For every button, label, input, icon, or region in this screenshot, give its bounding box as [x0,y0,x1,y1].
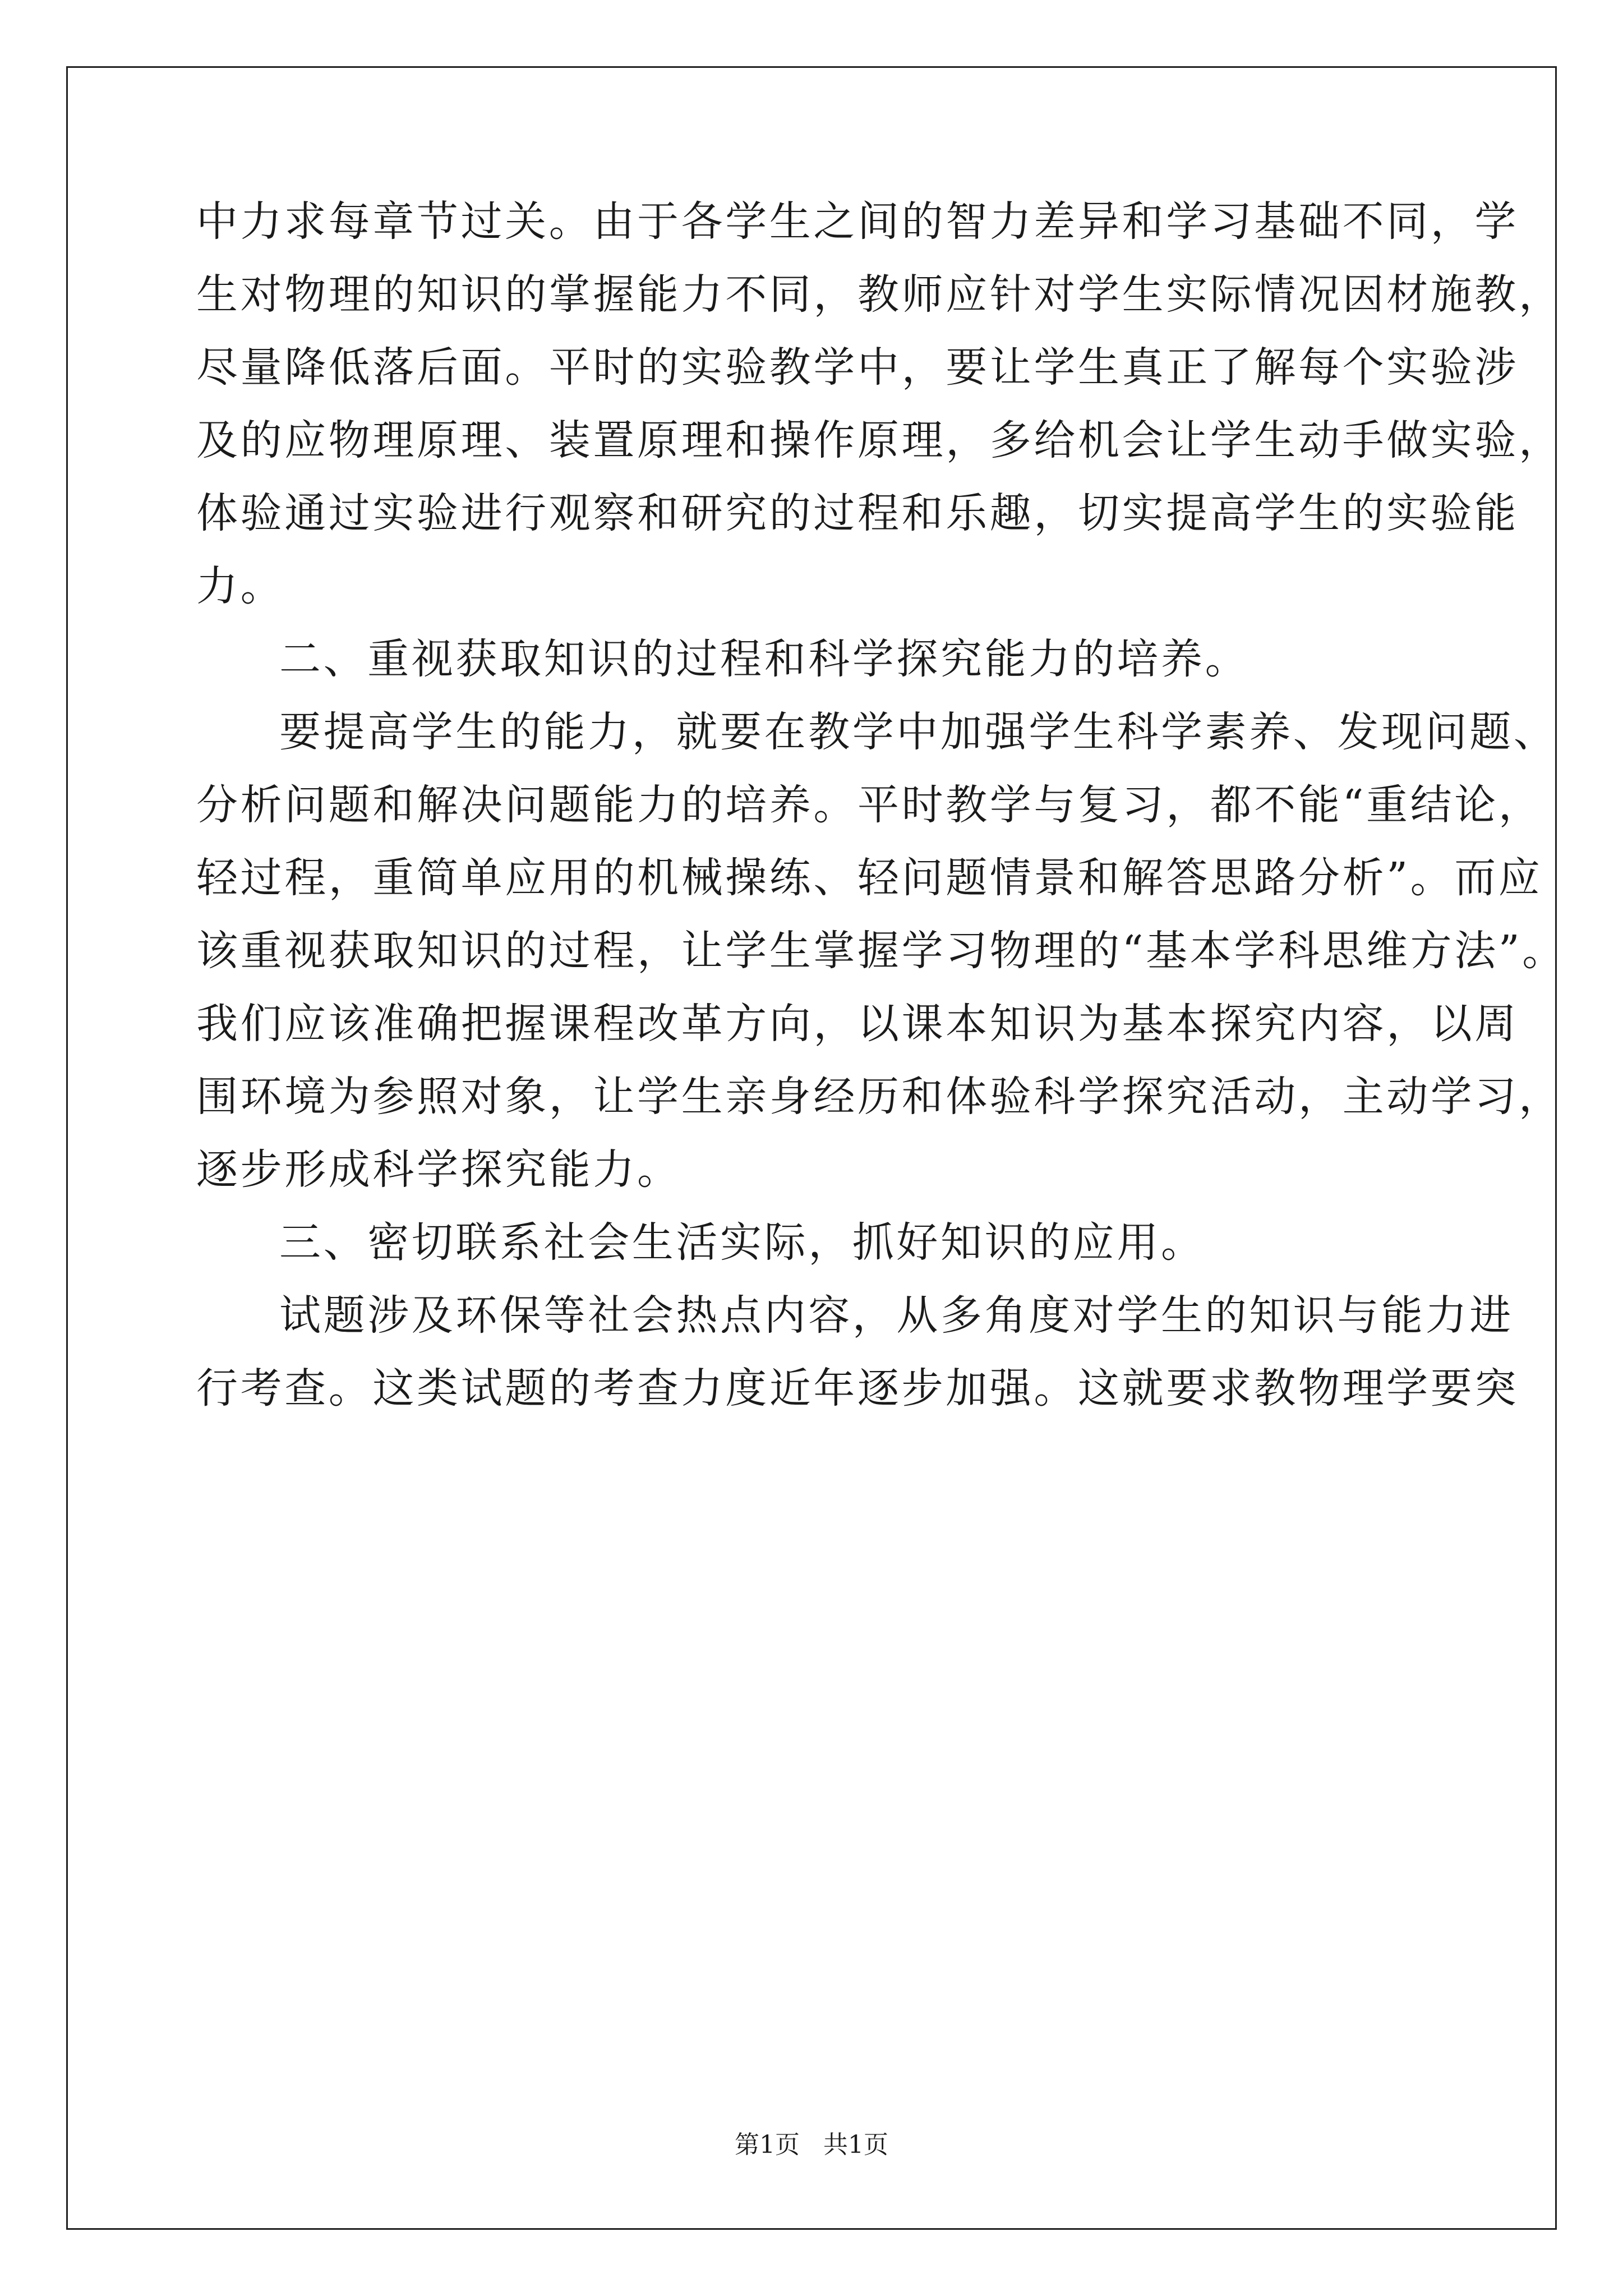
text-line: 中力求每章节过关。由于各学生之间的智力差异和学习基础不同，学 [196,197,1519,246]
text-line: 轻过程，重简单应用的机械操练、轻问题情景和解答思路分析”。而应 [196,854,1543,902]
text-line: 我们应该准确把握课程改革方向，以课本知识为基本探究内容，以周 [196,1000,1519,1048]
text-line: 力。 [196,562,285,610]
text-line: 逐步形成科学探究能力。 [196,1145,681,1194]
text-line: 行考查。这类试题的考查力度近年逐步加强。这就要求教物理学要突 [196,1364,1519,1412]
section-heading: 二、重视获取知识的过程和科学探究能力的培养。 [279,635,1249,683]
text-line: 体验通过实验进行观察和研究的过程和乐趣，切实提高学生的实验能 [196,489,1519,537]
section-heading: 三、密切联系社会生活实际，抓好知识的应用。 [279,1218,1205,1267]
text-line: 要提高学生的能力，就要在教学中加强学生科学素养、发现问题、 [279,708,1558,756]
text-line: 分析问题和解决问题能力的培养。平时教学与复习，都不能“重结论， [196,781,1543,829]
text-line: 该重视获取知识的过程，让学生掌握学习物理的“基本学科思维方法”。 [196,927,1566,975]
page-number-footer: 第1页 共1页 [735,2131,888,2159]
text-line: 围环境为参照对象，让学生亲身经历和体验科学探究活动，主动学习， [196,1073,1563,1121]
text-line: 生对物理的知识的掌握能力不同，教师应针对学生实际情况因材施教， [196,270,1563,319]
text-line: 及的应物理原理、装置原理和操作原理，多给机会让学生动手做实验， [196,416,1563,464]
text-line: 尽量降低落后面。平时的实验教学中，要让学生真正了解每个实验涉 [196,343,1519,392]
text-line: 试题涉及环保等社会热点内容，从多角度对学生的知识与能力进 [279,1291,1514,1340]
